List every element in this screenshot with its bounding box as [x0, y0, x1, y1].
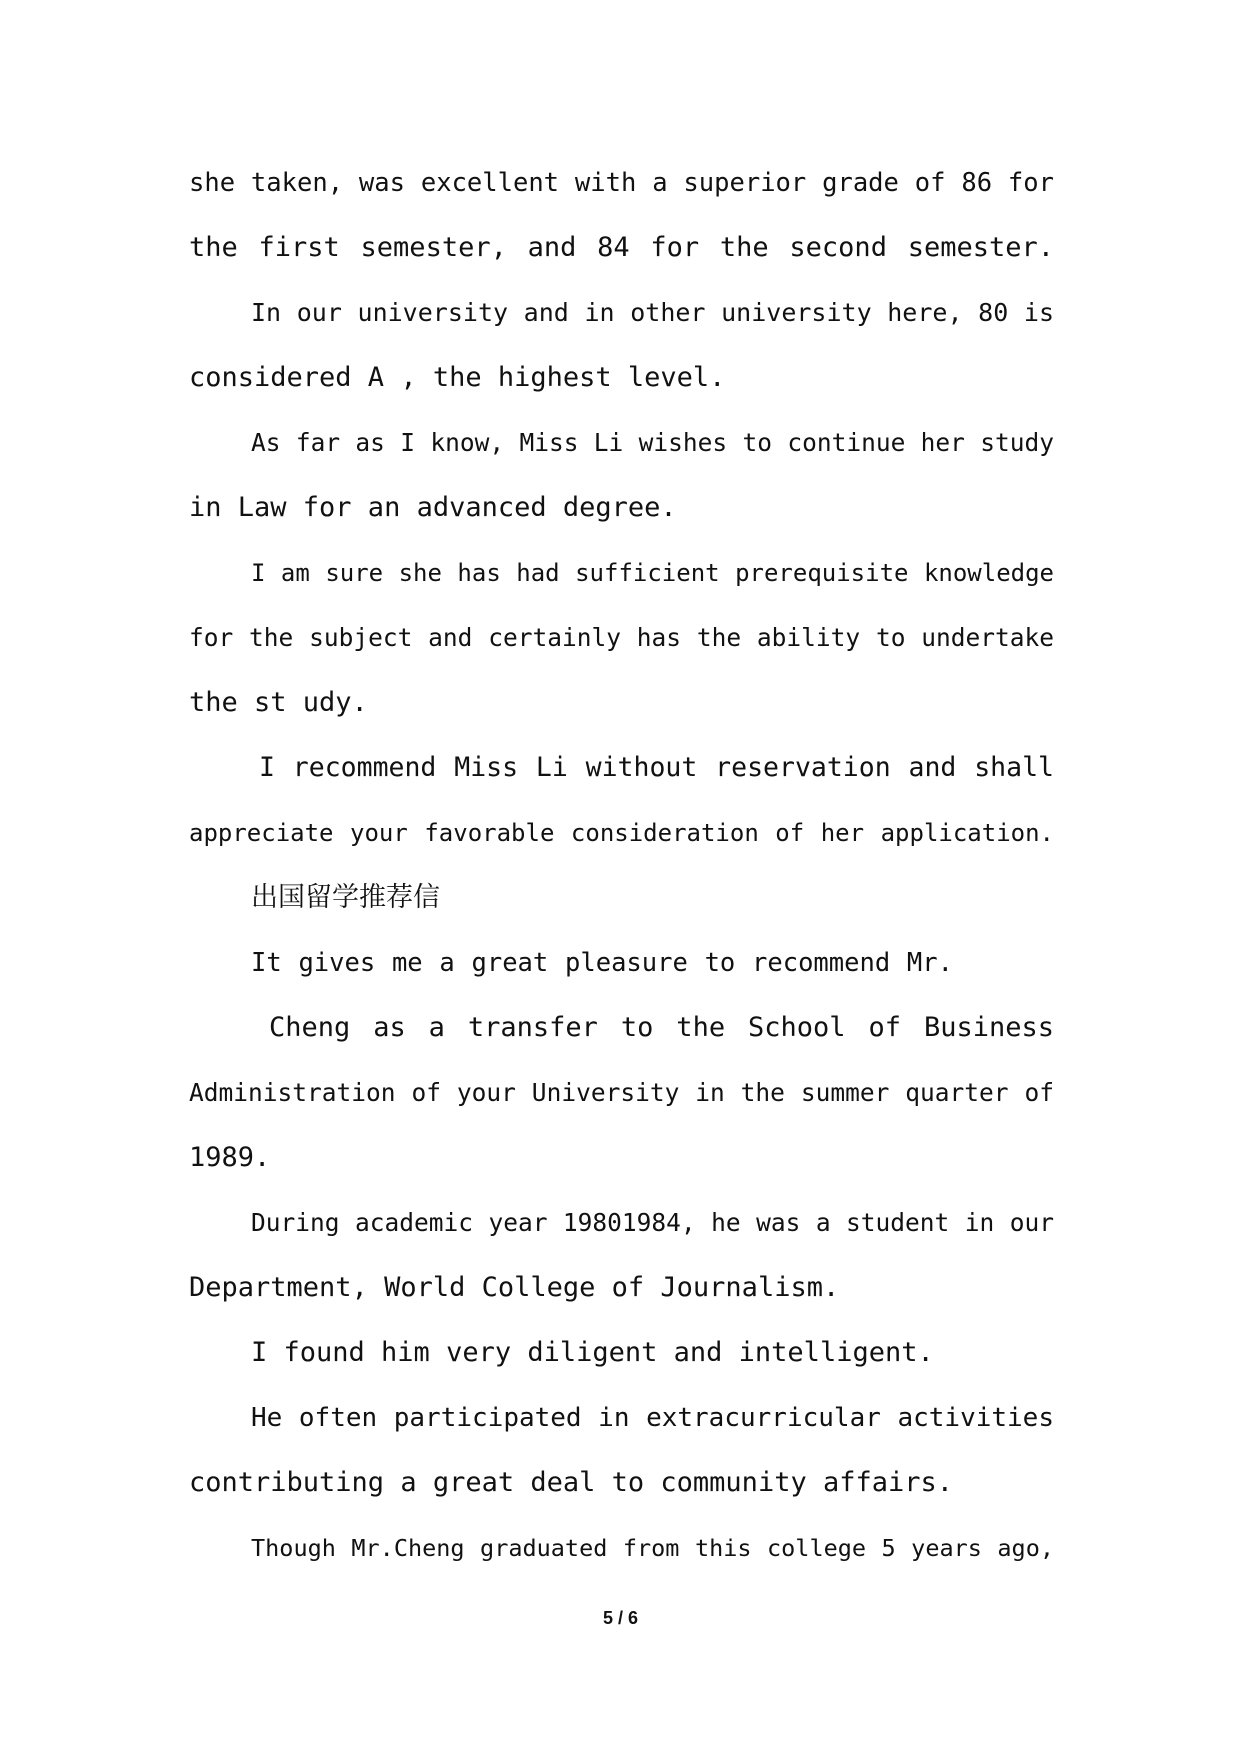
text-line: It gives me a great pleasure to recommend Mr.	[251, 948, 953, 978]
text-line: Administration of your University in the summer quarter of	[189, 1078, 1054, 1107]
text-line: I am sure she has had sufficient prerequisite knowledge	[251, 559, 1054, 587]
text-line: the st udy.	[189, 687, 368, 718]
text-line: I found him very diligent and intelligent.	[251, 1337, 934, 1368]
text-line: the first semester, and 84 for the second semester.	[189, 232, 1054, 263]
text-line: Department, World College of Journalism.	[189, 1272, 840, 1303]
text-line: appreciate your favorable consideration of her application.	[189, 819, 1054, 847]
text-line: 1989.	[189, 1142, 271, 1173]
text-line: Though Mr.Cheng graduated from this college 5 years ago,	[251, 1534, 1054, 1562]
text-line: Cheng as a transfer to the School of Business	[269, 1012, 1054, 1043]
text-line: she taken, was excellent with a superior grade of 86 for	[189, 168, 1054, 198]
text-line: considered A , the highest level.	[189, 362, 726, 393]
section-heading: 出国留学推荐信	[251, 882, 440, 913]
text-line: for the subject and certainly has the ability to undertake	[189, 623, 1054, 652]
text-line: contributing a great deal to community affairs.	[189, 1467, 954, 1498]
text-line: As far as I know, Miss Li wishes to continue her study	[251, 428, 1054, 457]
page-number: 5 / 6	[602, 1608, 639, 1628]
text-line: During academic year 19801984, he was a student in our	[251, 1208, 1054, 1237]
text-line: He often participated in extracurricular activities	[251, 1403, 1054, 1433]
text-line: In our university and in other university here, 80 is	[251, 298, 1054, 327]
text-line: in Law for an advanced degree.	[189, 492, 677, 523]
text-line: I recommend Miss Li without reservation and shall	[259, 752, 1054, 783]
